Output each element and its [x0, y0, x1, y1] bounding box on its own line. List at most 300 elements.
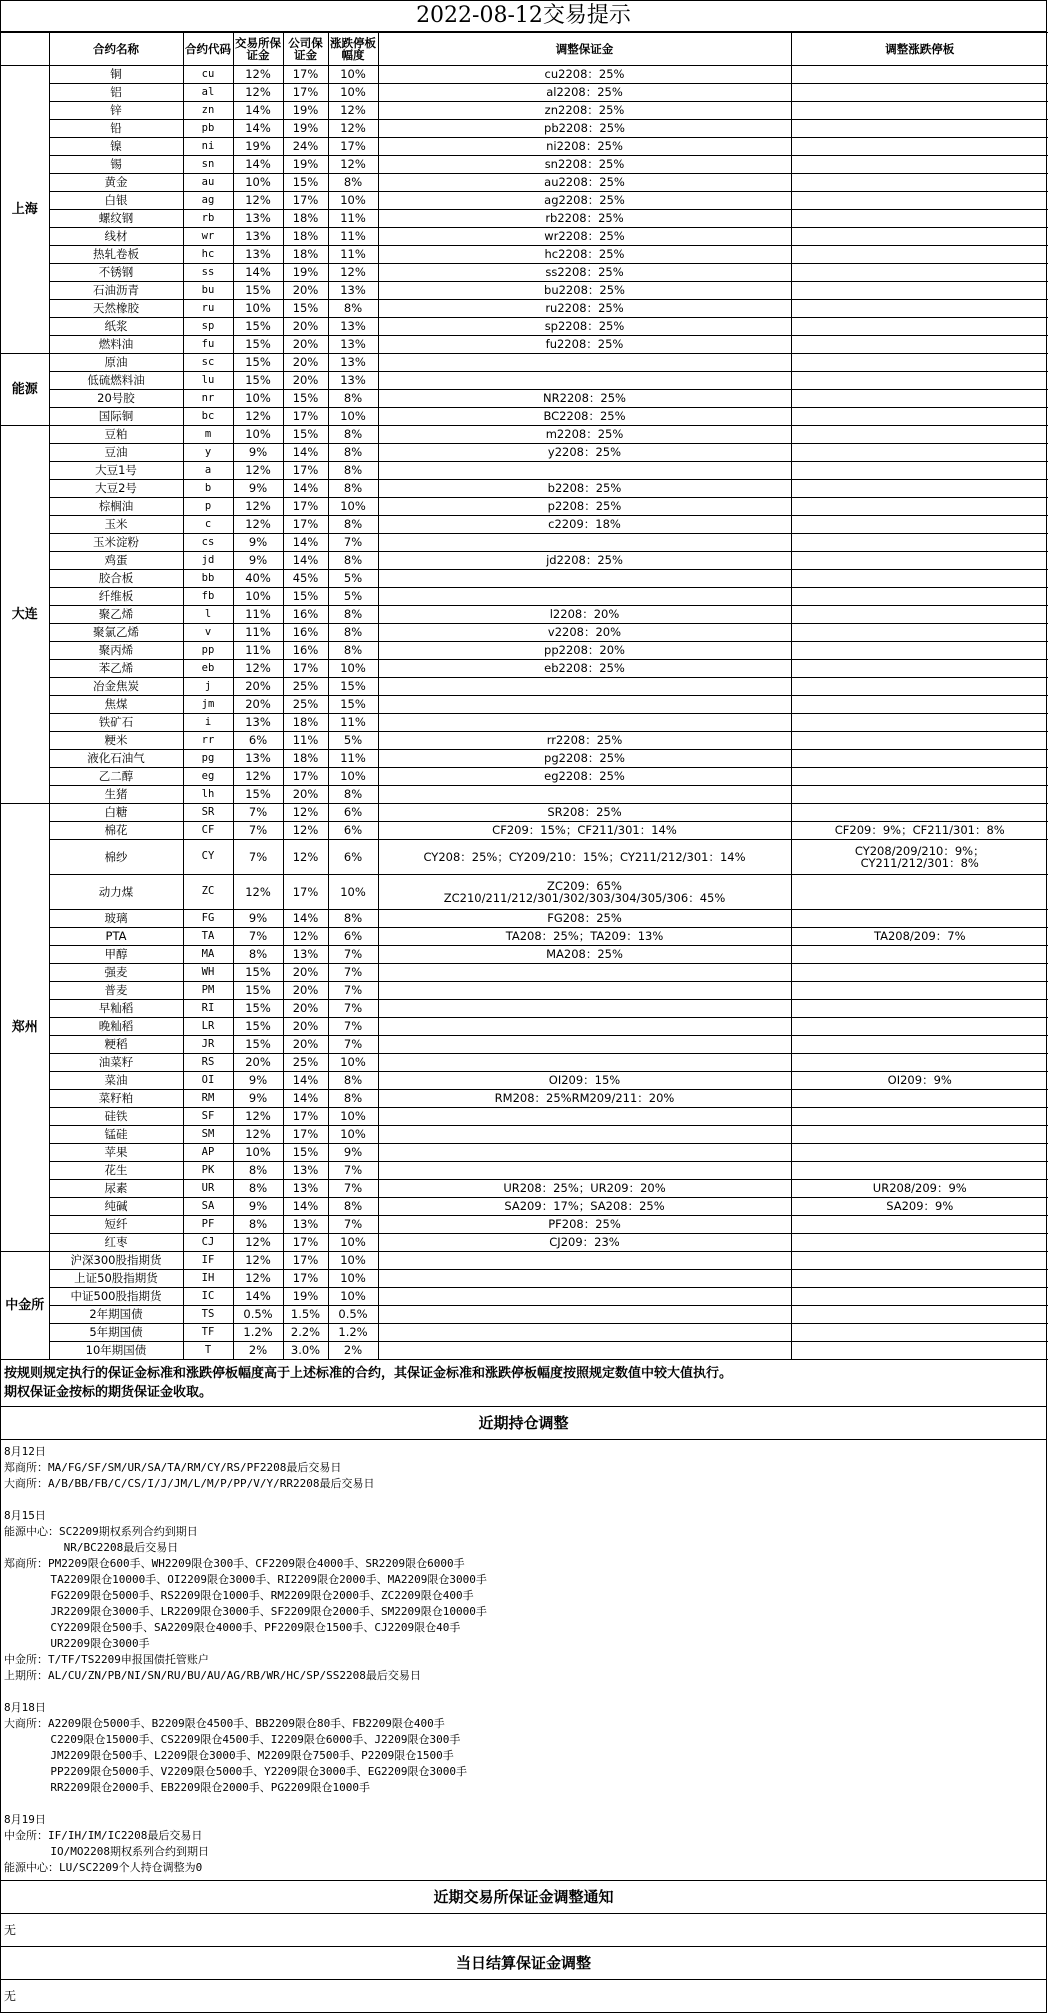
exchange-margin: 12%: [233, 192, 283, 210]
company-margin: 18%: [283, 714, 328, 732]
header-exchange-margin: 交易所保证金: [233, 33, 283, 66]
adjust-margin: MA208：25%: [378, 946, 791, 964]
contract-code: lu: [183, 372, 233, 390]
contract-code: CF: [183, 822, 233, 840]
table-row: [1, 84, 1048, 102]
adjust-limit: [791, 156, 1048, 174]
contract-code: RS: [183, 1054, 233, 1072]
header-adjust-limit: 调整涨跌停板: [791, 33, 1048, 66]
table-row: [1, 1198, 1048, 1216]
table-row: [1, 498, 1048, 516]
price-limit: 10%: [328, 498, 378, 516]
exchange-label: 大连: [1, 426, 49, 804]
exchange-margin: 19%: [233, 138, 283, 156]
contract-code: T: [183, 1342, 233, 1360]
company-margin: 20%: [283, 282, 328, 300]
contract-code: zn: [183, 102, 233, 120]
contract-name: 热轧卷板: [49, 246, 183, 264]
contract-name: 白银: [49, 192, 183, 210]
table-row: [1, 964, 1048, 982]
price-limit: 1.2%: [328, 1324, 378, 1342]
exchange-margin: 12%: [233, 1234, 283, 1252]
company-margin: 20%: [283, 372, 328, 390]
contract-name: 线材: [49, 228, 183, 246]
adjust-margin: [378, 1018, 791, 1036]
adjust-limit: [791, 570, 1048, 588]
table-row: [1, 228, 1048, 246]
table-row: [1, 1234, 1048, 1252]
company-margin: 13%: [283, 1216, 328, 1234]
price-limit: 8%: [328, 606, 378, 624]
company-margin: 25%: [283, 678, 328, 696]
company-margin: 15%: [283, 426, 328, 444]
contract-name: 棕榈油: [49, 498, 183, 516]
contract-name: 石油沥青: [49, 282, 183, 300]
contract-name: 动力煤: [49, 875, 183, 910]
price-limit: 15%: [328, 678, 378, 696]
contract-name: 锡: [49, 156, 183, 174]
table-row: [1, 1270, 1048, 1288]
contract-name: 玉米淀粉: [49, 534, 183, 552]
adjust-margin: sn2208：25%: [378, 156, 791, 174]
adjust-margin: ni2208：25%: [378, 138, 791, 156]
page-title: 2022-08-12交易提示: [1, 1, 1046, 32]
contract-code: LR: [183, 1018, 233, 1036]
adjust-limit: [791, 84, 1048, 102]
adjust-limit: [791, 588, 1048, 606]
adjust-margin: ss2208：25%: [378, 264, 791, 282]
adjust-limit: [791, 768, 1048, 786]
table-row: [1, 1342, 1048, 1360]
table-row: [1, 840, 1048, 875]
adjust-limit: [791, 982, 1048, 1000]
contract-name: 天然橡胶: [49, 300, 183, 318]
contract-code: UR: [183, 1180, 233, 1198]
exchange-margin: 14%: [233, 1288, 283, 1306]
header-company-margin: 公司保证金: [283, 33, 328, 66]
adjust-margin: ag2208：25%: [378, 192, 791, 210]
company-margin: 14%: [283, 1090, 328, 1108]
price-limit: 12%: [328, 156, 378, 174]
contract-name: 晚籼稻: [49, 1018, 183, 1036]
adjust-margin: eg2208：25%: [378, 768, 791, 786]
adjust-limit: [791, 426, 1048, 444]
adjust-limit: CF209：9%；CF211/301：8%: [791, 822, 1048, 840]
contract-name: 红枣: [49, 1234, 183, 1252]
company-margin: 14%: [283, 480, 328, 498]
contract-name: 生猪: [49, 786, 183, 804]
contract-code: IH: [183, 1270, 233, 1288]
exchange-margin: 13%: [233, 246, 283, 264]
price-limit: 12%: [328, 102, 378, 120]
table-row: [1, 66, 1048, 84]
price-limit: 11%: [328, 246, 378, 264]
price-limit: 8%: [328, 390, 378, 408]
contract-name: 聚乙烯: [49, 606, 183, 624]
price-limit: 15%: [328, 696, 378, 714]
table-row: [1, 910, 1048, 928]
company-margin: 24%: [283, 138, 328, 156]
header-limit: 涨跌停板幅度: [328, 33, 378, 66]
contract-name: 甲醇: [49, 946, 183, 964]
price-limit: 6%: [328, 840, 378, 875]
adjust-margin: ZC209：65% ZC210/211/212/301/302/303/304/305/306：45%: [378, 875, 791, 910]
contract-code: eg: [183, 768, 233, 786]
adjust-margin: au2208：25%: [378, 174, 791, 192]
contract-name: 纯碱: [49, 1198, 183, 1216]
exchange-margin: 12%: [233, 660, 283, 678]
exchange-margin: 12%: [233, 875, 283, 910]
exchange-margin: 9%: [233, 444, 283, 462]
company-margin: 15%: [283, 174, 328, 192]
contract-code: bb: [183, 570, 233, 588]
table-row: [1, 156, 1048, 174]
adjust-limit: [791, 910, 1048, 928]
adjust-limit: UR208/209：9%: [791, 1180, 1048, 1198]
company-margin: 12%: [283, 822, 328, 840]
exchange-margin: 12%: [233, 1252, 283, 1270]
table-row: [1, 750, 1048, 768]
adjust-limit: [791, 534, 1048, 552]
price-limit: 10%: [328, 1054, 378, 1072]
contract-code: sc: [183, 354, 233, 372]
exchange-margin: 11%: [233, 642, 283, 660]
adjust-limit: [791, 1306, 1048, 1324]
adjust-margin: [378, 1144, 791, 1162]
contract-code: WH: [183, 964, 233, 982]
exchange-label: 中金所: [1, 1252, 49, 1360]
contract-code: rb: [183, 210, 233, 228]
company-margin: 17%: [283, 1270, 328, 1288]
contract-name: 纤维板: [49, 588, 183, 606]
adjust-limit: [791, 1090, 1048, 1108]
adjust-margin: [378, 372, 791, 390]
price-limit: 11%: [328, 210, 378, 228]
table-row: [1, 246, 1048, 264]
company-margin: 3.0%: [283, 1342, 328, 1360]
adjust-margin: [378, 1252, 791, 1270]
company-margin: 11%: [283, 732, 328, 750]
adjust-margin: [378, 1342, 791, 1360]
company-margin: 17%: [283, 192, 328, 210]
table-row: [1, 768, 1048, 786]
company-margin: 13%: [283, 1180, 328, 1198]
exchange-margin: 14%: [233, 102, 283, 120]
table-row: [1, 1090, 1048, 1108]
price-limit: 7%: [328, 534, 378, 552]
company-margin: 20%: [283, 1036, 328, 1054]
company-margin: 12%: [283, 804, 328, 822]
exchange-margin: 14%: [233, 264, 283, 282]
exchange-margin: 1.2%: [233, 1324, 283, 1342]
table-row: [1, 1306, 1048, 1324]
adjust-margin: TA208：25%；TA209：13%: [378, 928, 791, 946]
exchange-margin: 7%: [233, 840, 283, 875]
company-margin: 13%: [283, 946, 328, 964]
adjust-margin: y2208：25%: [378, 444, 791, 462]
adjust-margin: [378, 1324, 791, 1342]
price-limit: 6%: [328, 822, 378, 840]
exchange-margin: 10%: [233, 1144, 283, 1162]
adjust-limit: [791, 1036, 1048, 1054]
adjust-margin: NR2208：25%: [378, 390, 791, 408]
company-margin: 17%: [283, 768, 328, 786]
contract-code: SR: [183, 804, 233, 822]
exchange-margin: 15%: [233, 786, 283, 804]
contract-name: 5年期国债: [49, 1324, 183, 1342]
exchange-margin: 14%: [233, 120, 283, 138]
exchange-margin: 20%: [233, 1054, 283, 1072]
contract-code: AP: [183, 1144, 233, 1162]
price-limit: 7%: [328, 964, 378, 982]
exchange-margin: 2%: [233, 1342, 283, 1360]
adjust-limit: [791, 210, 1048, 228]
exchange-margin: 10%: [233, 426, 283, 444]
adjust-limit: [791, 138, 1048, 156]
contract-code: y: [183, 444, 233, 462]
header-name: 合约名称: [49, 33, 183, 66]
adjust-margin: FG208：25%: [378, 910, 791, 928]
price-limit: 7%: [328, 1036, 378, 1054]
margin-table: [1, 32, 1048, 1360]
table-row: [1, 138, 1048, 156]
company-margin: 20%: [283, 336, 328, 354]
contract-name: 玉米: [49, 516, 183, 534]
contract-code: b: [183, 480, 233, 498]
company-margin: 18%: [283, 228, 328, 246]
adjust-margin: CJ209：23%: [378, 1234, 791, 1252]
company-margin: 12%: [283, 840, 328, 875]
contract-code: jd: [183, 552, 233, 570]
adjust-margin: [378, 786, 791, 804]
contract-name: PTA: [49, 928, 183, 946]
contract-code: v: [183, 624, 233, 642]
exchange-notice-body: 无: [1, 1914, 1046, 1947]
adjust-limit: [791, 372, 1048, 390]
settlement-margin-title: 当日结算保证金调整: [1, 1947, 1046, 1980]
exchange-margin: 13%: [233, 228, 283, 246]
contract-code: bc: [183, 408, 233, 426]
table-row: [1, 480, 1048, 498]
adjust-margin: PF208：25%: [378, 1216, 791, 1234]
company-margin: 45%: [283, 570, 328, 588]
adjust-margin: bu2208：25%: [378, 282, 791, 300]
price-limit: 8%: [328, 480, 378, 498]
contract-code: ZC: [183, 875, 233, 910]
contract-name: 焦煤: [49, 696, 183, 714]
header-exchange: [1, 33, 49, 66]
price-limit: 7%: [328, 1162, 378, 1180]
price-limit: 8%: [328, 300, 378, 318]
contract-name: 菜籽粕: [49, 1090, 183, 1108]
price-limit: 2%: [328, 1342, 378, 1360]
adjust-limit: [791, 750, 1048, 768]
adjust-margin: [378, 354, 791, 372]
company-margin: 19%: [283, 1288, 328, 1306]
price-limit: 10%: [328, 768, 378, 786]
rule-note: [1, 1360, 1046, 1407]
contract-name: 胶合板: [49, 570, 183, 588]
adjust-limit: [791, 228, 1048, 246]
contract-code: TA: [183, 928, 233, 946]
company-margin: 25%: [283, 1054, 328, 1072]
adjust-margin: ru2208：25%: [378, 300, 791, 318]
table-row: [1, 462, 1048, 480]
exchange-notice-title: 近期交易所保证金调整通知: [1, 1881, 1046, 1914]
contract-code: sp: [183, 318, 233, 336]
adjust-limit: [791, 462, 1048, 480]
adjust-limit: [791, 1252, 1048, 1270]
table-row: [1, 732, 1048, 750]
adjust-margin: [378, 1306, 791, 1324]
company-margin: 19%: [283, 264, 328, 282]
price-limit: 10%: [328, 875, 378, 910]
contract-name: 铁矿石: [49, 714, 183, 732]
contract-name: 冶金焦炭: [49, 678, 183, 696]
adjust-margin: fu2208：25%: [378, 336, 791, 354]
price-limit: 11%: [328, 228, 378, 246]
position-adjust-body: 8月12日 郑商所：MA/FG/SF/SM/UR/SA/TA/RM/CY/RS/PF2208最后交易日 大商所：A/B/BB/FB/C/CS/I/J/JM/L/M/P/PP/V/Y/RR2208最后交易日 8月15日 能源中心：SC2209期权系列合约到期日 NR/BC2208最后交易日 郑商所：PM2209限仓600手、WH2209限仓300手、CF2209限仓4000手、SR2209限仓6000手 TA2209限仓10000手、OI2209限仓3000手、RI2209限仓2000手、MA2209限仓3000手 FG2209限仓5000手、RS2209限仓1000手、RM2209限仓2000手、ZC2209限仓400手 JR2209限仓3000手、LR2209限仓3000手、SF2209限仓2000手、SM2209限仓10000手 CY2209限仓500手、SA2209限仓4000手、PF2209限仓1500手、CJ2209限仓40手 UR2209限仓3000手 中金所：T/TF/TS2209申报国债托管账户 上期所：AL/CU/ZN/PB/NI/SN/RU/BU/AU/AG/RB/WR/HC/SP/SS2208最后交易日 8月18日 大商所：A2209限仓5000手、B2209限仓4500手、BB2209限仓80手、FB2209限仓400手 C2209限仓15000手、CS2209限仓4500手、I2209限仓6000手、J2209限仓300手 JM2209限仓500手、L2209限仓3000手、M2209限仓7500手、P2209限仓1500手 PP2209限仓5000手、V2209限仓5000手、Y2209限仓3000手、EG2209限仓3000手 RR2209限仓2000手、EB2209限仓2000手、PG2209限仓1000手 8月19日 中金所：IF/IH/IM/IC2208最后交易日 IO/MO2208期权系列合约到期日 能源中心：LU/SC2209个人持仓调整为0: [1, 1440, 1046, 1881]
exchange-margin: 9%: [233, 910, 283, 928]
price-limit: 7%: [328, 1216, 378, 1234]
contract-name: 锰硅: [49, 1126, 183, 1144]
contract-code: sn: [183, 156, 233, 174]
company-margin: 17%: [283, 875, 328, 910]
price-limit: 10%: [328, 1108, 378, 1126]
price-limit: 8%: [328, 444, 378, 462]
exchange-margin: 13%: [233, 210, 283, 228]
table-row: [1, 552, 1048, 570]
price-limit: 8%: [328, 1198, 378, 1216]
company-margin: 14%: [283, 534, 328, 552]
contract-code: lh: [183, 786, 233, 804]
contract-code: wr: [183, 228, 233, 246]
contract-code: PK: [183, 1162, 233, 1180]
price-limit: 5%: [328, 588, 378, 606]
exchange-margin: 20%: [233, 696, 283, 714]
table-row: [1, 372, 1048, 390]
settlement-margin-body: 无: [4, 1989, 17, 2003]
adjust-limit: [791, 408, 1048, 426]
adjust-limit: [791, 964, 1048, 982]
adjust-limit: [791, 336, 1048, 354]
contract-code: l: [183, 606, 233, 624]
company-margin: 17%: [283, 660, 328, 678]
adjust-margin: rb2208：25%: [378, 210, 791, 228]
contract-code: i: [183, 714, 233, 732]
company-margin: 1.5%: [283, 1306, 328, 1324]
table-row: [1, 210, 1048, 228]
adjust-margin: [378, 964, 791, 982]
adjust-margin: [378, 714, 791, 732]
contract-code: fb: [183, 588, 233, 606]
contract-name: 铜: [49, 66, 183, 84]
contract-name: 液化石油气: [49, 750, 183, 768]
table-row: [1, 946, 1048, 964]
table-row: [1, 642, 1048, 660]
adjust-margin: [378, 1126, 791, 1144]
adjust-limit: [791, 678, 1048, 696]
company-margin: 14%: [283, 1072, 328, 1090]
table-row: [1, 1324, 1048, 1342]
exchange-margin: 15%: [233, 336, 283, 354]
contract-name: 强麦: [49, 964, 183, 982]
contract-code: nr: [183, 390, 233, 408]
table-row: [1, 982, 1048, 1000]
price-limit: 10%: [328, 66, 378, 84]
contract-code: al: [183, 84, 233, 102]
exchange-margin: 9%: [233, 552, 283, 570]
exchange-margin: 15%: [233, 318, 283, 336]
exchange-label: 能源: [1, 354, 49, 426]
adjust-margin: c2209：18%: [378, 516, 791, 534]
adjust-limit: [791, 642, 1048, 660]
adjust-margin: sp2208：25%: [378, 318, 791, 336]
contract-code: ru: [183, 300, 233, 318]
contract-name: 大豆2号: [49, 480, 183, 498]
company-margin: 20%: [283, 786, 328, 804]
company-margin: 17%: [283, 1108, 328, 1126]
adjust-limit: TA208/209：7%: [791, 928, 1048, 946]
adjust-margin: SR208：25%: [378, 804, 791, 822]
table-row: [1, 714, 1048, 732]
table-row: [1, 1252, 1048, 1270]
table-row: [1, 1144, 1048, 1162]
company-margin: 2.2%: [283, 1324, 328, 1342]
contract-code: FG: [183, 910, 233, 928]
company-margin: 17%: [283, 84, 328, 102]
contract-name: 聚氯乙烯: [49, 624, 183, 642]
price-limit: 11%: [328, 714, 378, 732]
table-row: [1, 1216, 1048, 1234]
adjust-limit: [791, 1234, 1048, 1252]
company-margin: 20%: [283, 1000, 328, 1018]
exchange-margin: 9%: [233, 1072, 283, 1090]
table-row: [1, 354, 1048, 372]
company-margin: 14%: [283, 552, 328, 570]
price-limit: 10%: [328, 1288, 378, 1306]
exchange-margin: 11%: [233, 624, 283, 642]
contract-name: 20号胶: [49, 390, 183, 408]
exchange-margin: 13%: [233, 750, 283, 768]
adjust-limit: [791, 1144, 1048, 1162]
adjust-limit: [791, 732, 1048, 750]
contract-name: 豆粕: [49, 426, 183, 444]
adjust-margin: UR208：25%；UR209：20%: [378, 1180, 791, 1198]
price-limit: 10%: [328, 84, 378, 102]
adjust-limit: [791, 624, 1048, 642]
table-row: [1, 1054, 1048, 1072]
adjust-limit: [791, 192, 1048, 210]
contract-code: IC: [183, 1288, 233, 1306]
adjust-margin: [378, 678, 791, 696]
adjust-limit: [791, 282, 1048, 300]
company-margin: 17%: [283, 1126, 328, 1144]
exchange-margin: 6%: [233, 732, 283, 750]
exchange-margin: 8%: [233, 946, 283, 964]
exchange-margin: 15%: [233, 964, 283, 982]
price-limit: 10%: [328, 1234, 378, 1252]
table-row: [1, 534, 1048, 552]
contract-code: OI: [183, 1072, 233, 1090]
price-limit: 7%: [328, 946, 378, 964]
exchange-margin: 10%: [233, 174, 283, 192]
rule-note-text: 按规则规定执行的保证金标准和涨跌停板幅度高于上述标准的合约，其保证金标准和涨跌停板幅度按照规定数值中较大值执行。 期权保证金按标的期货保证金收取。: [4, 1366, 733, 1400]
contract-name: 豆油: [49, 444, 183, 462]
contract-code: pg: [183, 750, 233, 768]
contract-name: 花生: [49, 1162, 183, 1180]
contract-name: 棉纱: [49, 840, 183, 875]
